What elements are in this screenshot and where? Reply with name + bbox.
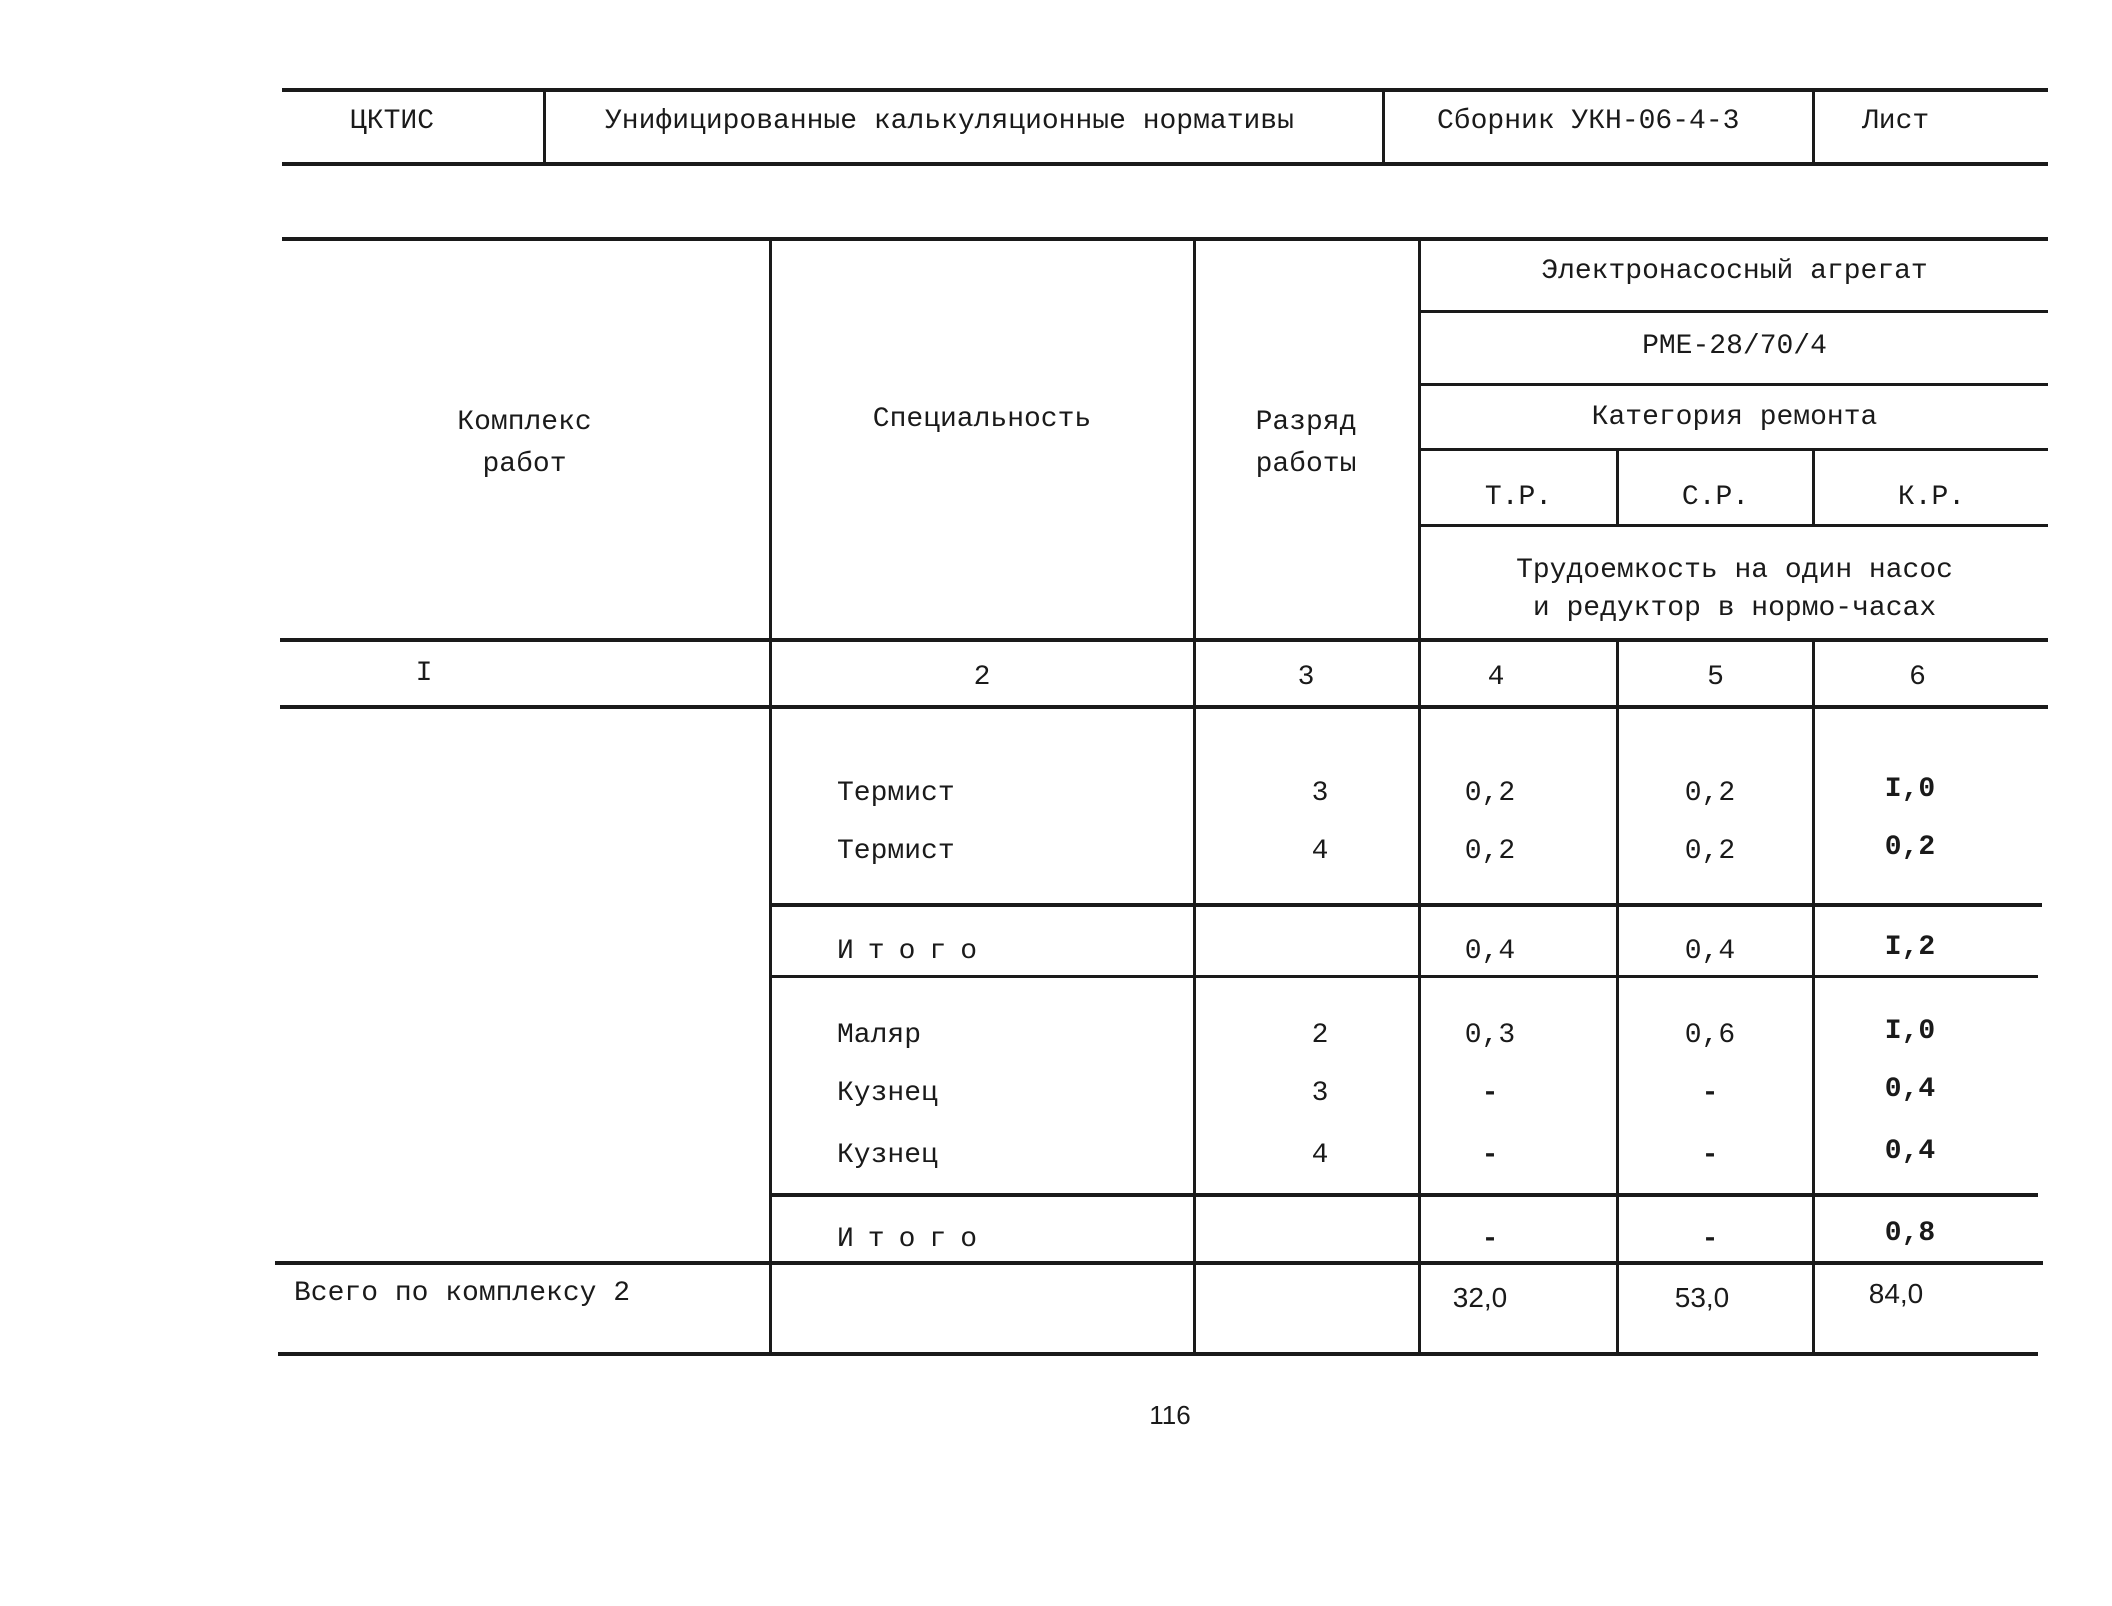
col-header-kr: К.Р. — [1897, 482, 1966, 513]
cell-sr: 0,4 — [1684, 936, 1736, 967]
cell-grade: 4 — [1311, 1140, 1329, 1171]
cell-kr: 0,4 — [1884, 1074, 1936, 1105]
cell-kr: 0,2 — [1884, 832, 1936, 863]
cell-specialty: Итого — [837, 1224, 992, 1255]
cell-kr: I,0 — [1884, 774, 1936, 805]
col-number-6: 6 — [1909, 662, 1926, 693]
cell-tr: 0,3 — [1464, 1020, 1516, 1051]
col-header-grade: Разряд работы — [1255, 407, 1357, 480]
cell-sr: 0,6 — [1684, 1020, 1736, 1051]
cell-kr: I,0 — [1884, 1016, 1936, 1047]
col-header-tr: Т.Р. — [1484, 482, 1553, 513]
col-number-5: 5 — [1707, 662, 1724, 693]
cell-sr: - — [1701, 1140, 1719, 1171]
total-sr: 53,0 — [1674, 1282, 1730, 1313]
header-sheet: Лист — [1862, 106, 1930, 137]
col-number-3: 3 — [1297, 662, 1315, 693]
col-header-specialty: Специальность — [872, 404, 1092, 435]
col-header-sr: С.Р. — [1681, 482, 1750, 513]
col-header-complex: Комплекс работ — [457, 407, 592, 480]
cell-specialty: Итого — [837, 936, 992, 967]
total-kr: 84,0 — [1868, 1278, 1924, 1309]
col-header-category: Категория ремонта — [1591, 402, 1878, 433]
cell-tr: 0,2 — [1464, 778, 1516, 809]
col-header-unit: Электронасосный агрегат — [1541, 256, 1928, 287]
cell-grade: 4 — [1311, 836, 1329, 867]
cell-specialty: Термист — [837, 836, 955, 867]
cell-kr: 0,4 — [1884, 1136, 1936, 1167]
total-label: Всего по комплексу 2 — [294, 1278, 631, 1309]
page-number: 116 — [1149, 1400, 1191, 1430]
total-tr: 32,0 — [1452, 1282, 1508, 1313]
cell-specialty: Термист — [837, 778, 955, 809]
cell-kr: I,2 — [1884, 932, 1936, 963]
col-header-labor: Трудоемкость на один насос и редуктор в нормо-часах — [1516, 555, 1953, 624]
cell-grade: 3 — [1311, 778, 1329, 809]
header-org: ЦКТИС — [350, 106, 435, 137]
cell-sr: - — [1701, 1224, 1719, 1255]
cell-sr: 0,2 — [1684, 836, 1736, 867]
col-number-1: I — [415, 658, 433, 689]
header-collection: Сборник УКН-06-4-3 — [1437, 106, 1740, 137]
cell-tr: - — [1481, 1224, 1499, 1255]
cell-sr: - — [1701, 1078, 1719, 1109]
cell-tr: 0,4 — [1464, 936, 1516, 967]
cell-specialty: Кузнец — [837, 1140, 938, 1171]
cell-kr: 0,8 — [1884, 1218, 1936, 1249]
cell-specialty: Маляр — [837, 1020, 922, 1051]
cell-grade: 2 — [1311, 1020, 1329, 1051]
col-number-2: 2 — [973, 662, 991, 693]
cell-tr: - — [1481, 1140, 1499, 1171]
cell-grade: 3 — [1311, 1078, 1329, 1109]
header-title: Унифицированные калькуляционные нормативы — [605, 106, 1294, 137]
col-header-model: РМЕ-28/70/4 — [1642, 331, 1827, 362]
col-number-4: 4 — [1487, 662, 1505, 693]
cell-specialty: Кузнец — [837, 1078, 938, 1109]
cell-tr: - — [1481, 1078, 1499, 1109]
cell-sr: 0,2 — [1684, 778, 1736, 809]
cell-tr: 0,2 — [1464, 836, 1516, 867]
